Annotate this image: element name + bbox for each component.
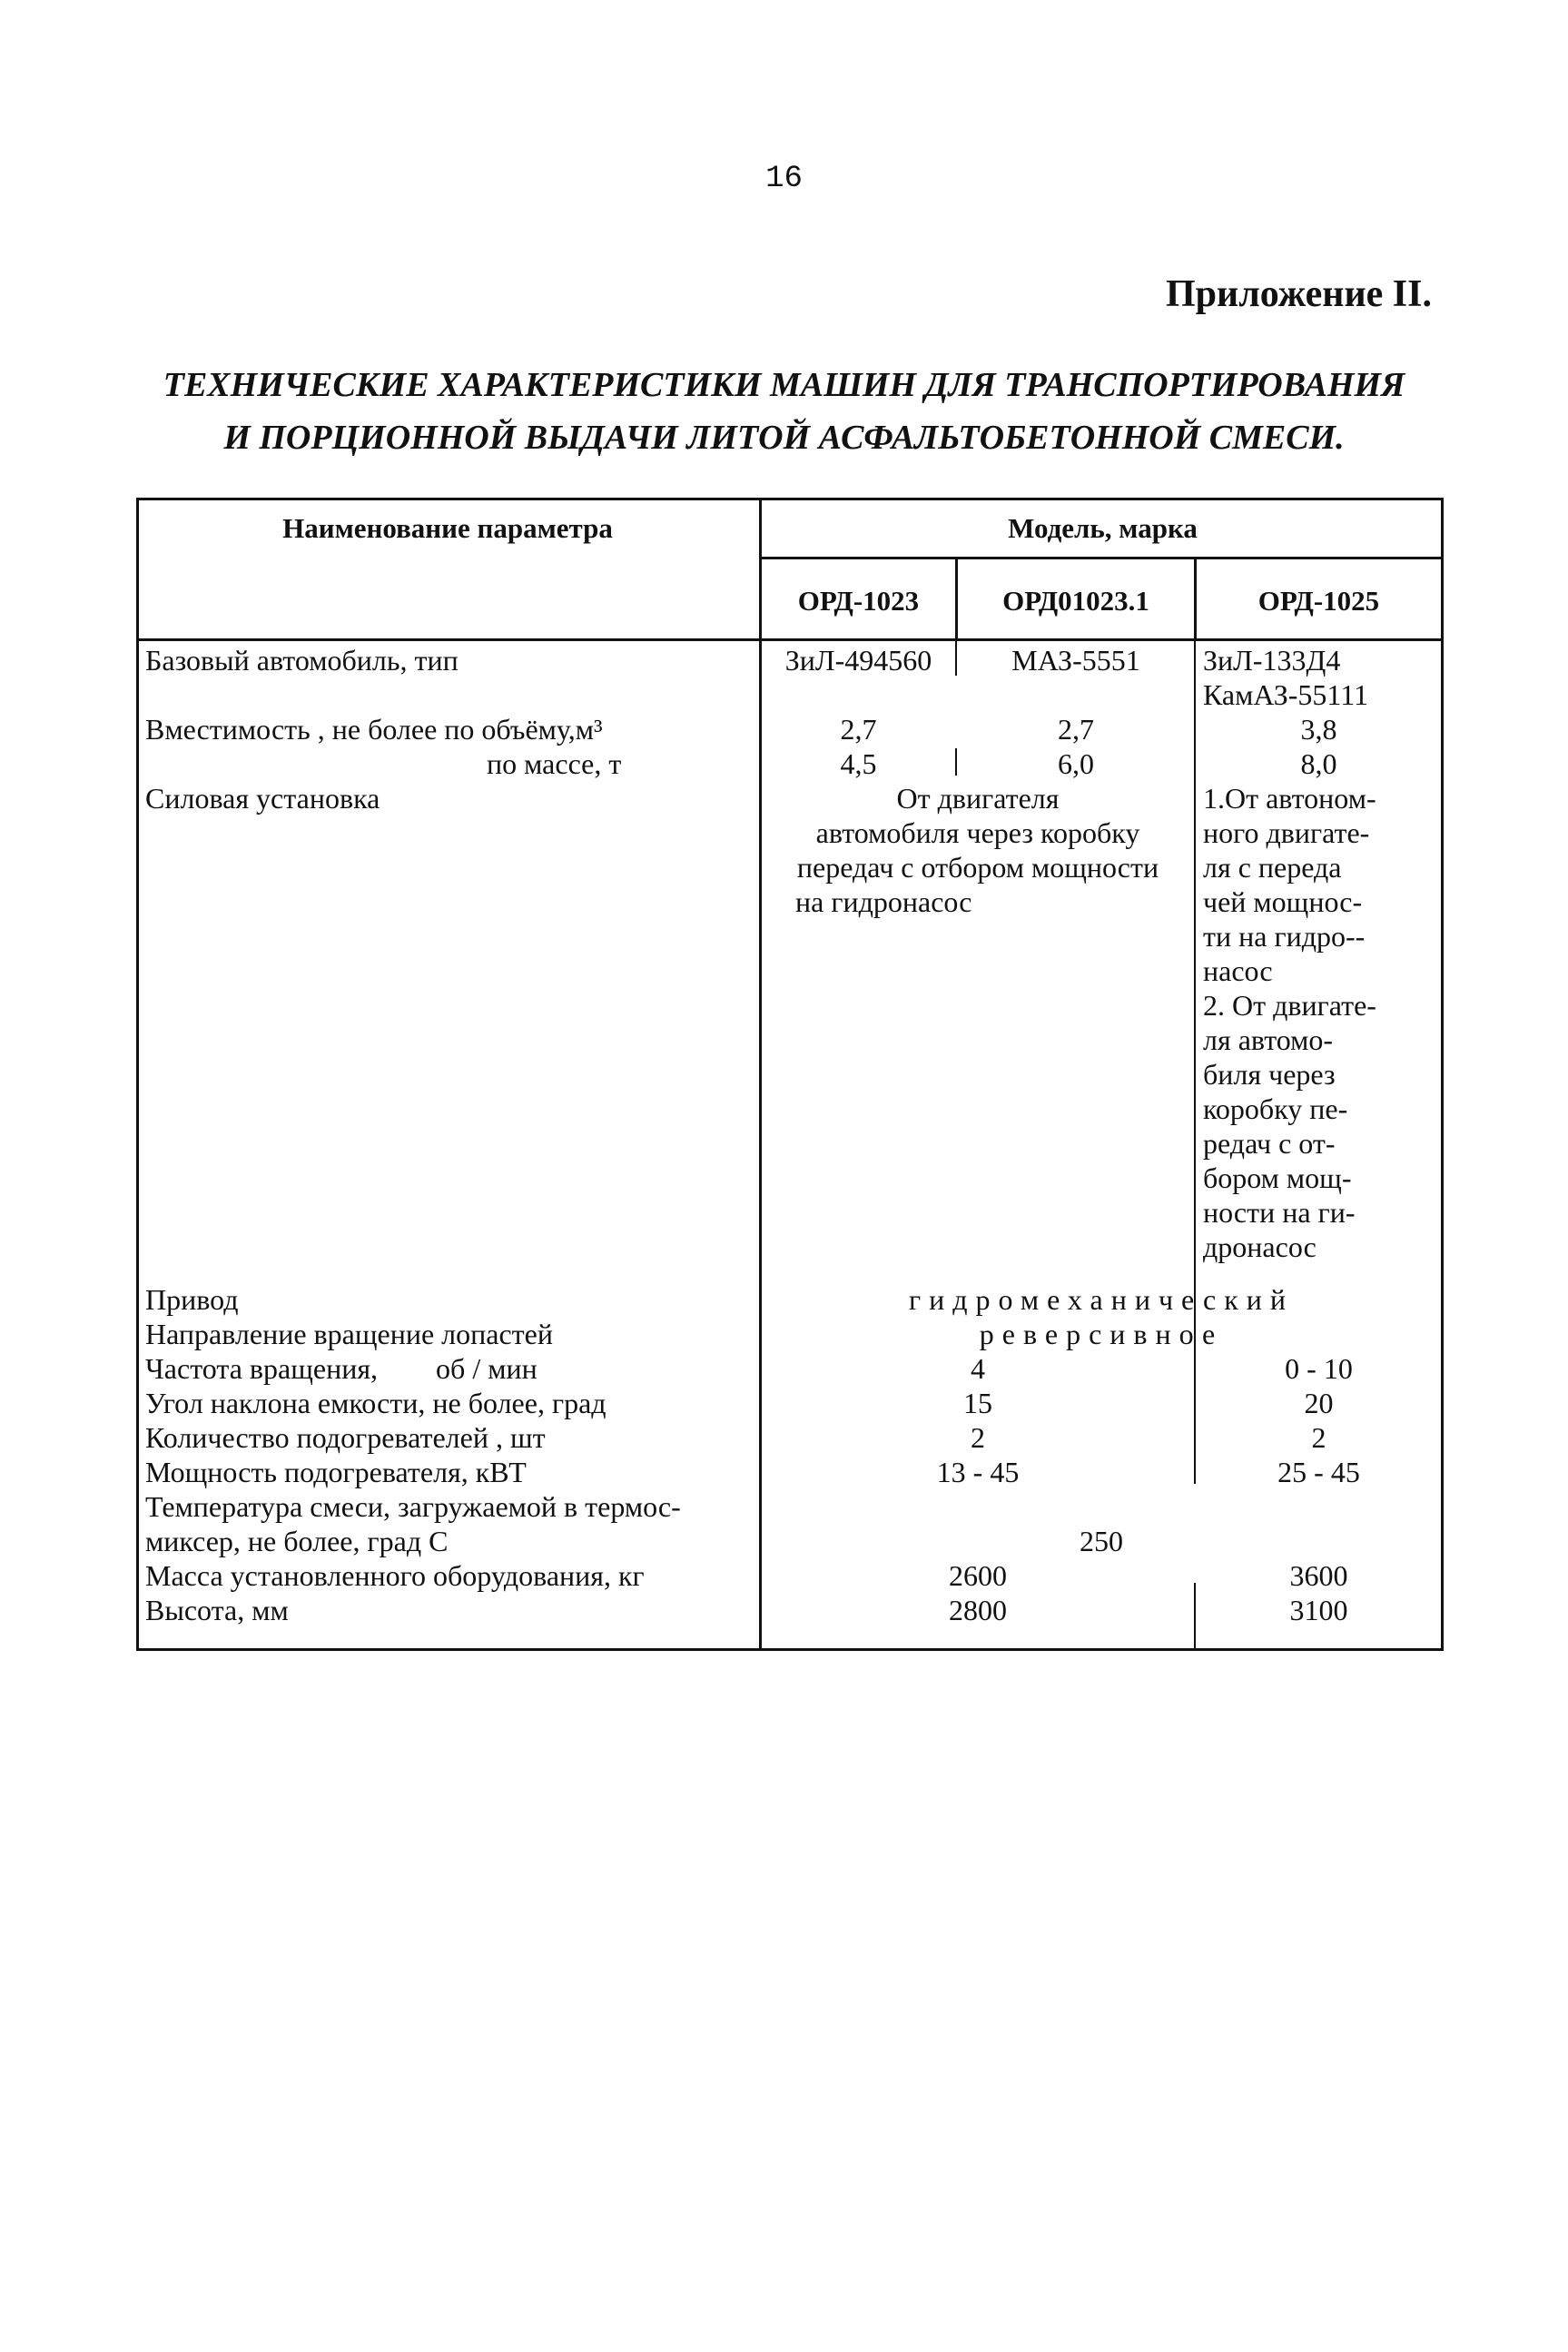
power-unit-1025-5: ти на гидро-- <box>1203 920 1366 953</box>
header-model-brand: Модель, марка <box>1008 512 1198 544</box>
equipment-mass-group-2: 3600 <box>1289 1559 1348 1592</box>
table-header-bottom-border <box>136 638 1444 641</box>
param-heaters-count: Количество подогревателей , шт <box>145 1421 546 1454</box>
height-group-2: 3100 <box>1289 1594 1348 1626</box>
param-height: Высота, мм <box>145 1594 289 1626</box>
heater-power-group-1: 13 - 45 <box>936 1456 1020 1488</box>
power-unit-1025-10: коробку пе- <box>1203 1092 1348 1125</box>
power-unit-1025-11: редач с от- <box>1203 1127 1336 1160</box>
param-heater-power: Мощность подогревателя, кВТ <box>145 1456 527 1488</box>
title-line-1: ТЕХНИЧЕСКИЕ ХАРАКТЕРИСТИКИ МАШИН ДЛЯ ТРАНСПОРТИРОВАНИЯ <box>163 366 1405 404</box>
header-model-3: ОРД-1025 <box>1257 585 1380 617</box>
table-left-border <box>136 498 139 1651</box>
param-capacity-mass: по массе, т <box>487 747 622 780</box>
power-unit-1025-1: 1.От автоном- <box>1203 782 1376 815</box>
param-rotation-speed: Частота вращения, об / мин <box>145 1352 537 1385</box>
power-unit-1025-4: чей мощнос- <box>1203 885 1363 918</box>
body-divider-2 <box>1194 641 1196 748</box>
body-divider-1 <box>955 641 957 676</box>
title-line-2: И ПОРЦИОННОЙ ВЫДАЧИ ЛИТОЙ АСФАЛЬТОБЕТОННОЙ СМЕСИ. <box>223 419 1345 457</box>
capacity-mass-model-2: 6,0 <box>1058 747 1094 780</box>
power-unit-1025-12: бором мощ- <box>1203 1161 1352 1194</box>
tilt-angle-group-2: 20 <box>1304 1387 1334 1419</box>
header-model-1: ОРД-1023 <box>797 585 920 617</box>
base-vehicle-model-2: МАЗ-5551 <box>1011 644 1140 677</box>
power-unit-1025-7: 2. От двигате- <box>1203 989 1376 1022</box>
power-unit-1025-3: ля с переда <box>1203 851 1342 884</box>
param-rotation-direction: Направление вращение лопастей <box>145 1318 553 1350</box>
header-param-name: Наименование параметра <box>282 512 613 544</box>
heaters-count-group-1: 2 <box>971 1421 985 1454</box>
param-equipment-mass: Масса установленного оборудования, кг <box>145 1559 645 1592</box>
table-top-border <box>136 498 1444 500</box>
height-group-1: 2800 <box>949 1594 1007 1626</box>
power-unit-1025-14: дронасос <box>1203 1230 1317 1263</box>
base-vehicle-model-3b: КамАЗ-55111 <box>1203 678 1368 711</box>
specs-table <box>136 498 1444 1651</box>
param-mix-temperature-cont: миксер, не более, град С <box>145 1525 449 1557</box>
body-divider-5 <box>1194 1583 1196 1648</box>
heaters-count-group-2: 2 <box>1311 1421 1326 1454</box>
capacity-volume-model-1: 2,7 <box>840 713 877 746</box>
document-title <box>0 359 1568 464</box>
power-unit-1025-13: ности на ги- <box>1203 1196 1356 1229</box>
appendix-label: Приложение II. <box>1165 273 1432 315</box>
table-right-border <box>1441 498 1444 1651</box>
header-model-2: ОРД01023.1 <box>1002 585 1149 617</box>
power-unit-1025-2: ного двигате- <box>1203 816 1370 849</box>
power-unit-shared-4: на гидронасос <box>795 885 972 918</box>
table-bottom-border <box>136 1648 1444 1651</box>
base-vehicle-model-1: ЗиЛ-494560 <box>784 644 932 677</box>
capacity-volume-model-3: 3,8 <box>1300 713 1337 746</box>
capacity-mass-model-1: 4,5 <box>840 747 877 780</box>
param-power-unit: Силовая установка <box>145 782 380 815</box>
power-unit-shared-3: передач с отбором мощности <box>796 851 1159 884</box>
power-unit-1025-6: насос <box>1203 954 1273 987</box>
rotation-speed-group-2: 0 - 10 <box>1285 1352 1353 1385</box>
body-divider-4 <box>1194 748 1196 1484</box>
power-unit-shared-1: От двигателя <box>896 782 1060 815</box>
power-unit-shared-2: автомобиля через коробку <box>815 816 1140 849</box>
drive-value: гидромеханический <box>908 1283 1295 1316</box>
equipment-mass-group-1: 2600 <box>949 1559 1007 1592</box>
base-vehicle-model-3a: ЗиЛ-133Д4 <box>1203 644 1341 677</box>
param-tilt-angle: Угол наклона емкости, не более, град <box>145 1387 606 1419</box>
heater-power-group-2: 25 - 45 <box>1277 1456 1360 1488</box>
tilt-angle-group-1: 15 <box>963 1387 992 1419</box>
power-unit-1025-8: ля автомо- <box>1203 1023 1334 1056</box>
param-capacity-volume: Вместимость , не более по объёму,м³ <box>145 713 603 746</box>
body-divider-3 <box>955 748 957 776</box>
mix-temperature-value: 250 <box>1080 1525 1123 1557</box>
rotation-direction-value: реверсивное <box>979 1318 1224 1350</box>
param-drive: Привод <box>145 1283 239 1316</box>
param-base-vehicle: Базовый автомобиль, тип <box>145 644 459 677</box>
page-number: 16 <box>765 162 803 196</box>
capacity-mass-model-3: 8,0 <box>1300 747 1337 780</box>
capacity-volume-model-2: 2,7 <box>1058 713 1094 746</box>
power-unit-1025-9: биля через <box>1203 1058 1336 1091</box>
rotation-speed-group-1: 4 <box>971 1352 985 1385</box>
model-header-divider <box>759 557 1444 559</box>
param-mix-temperature: Температура смеси, загружаемой в термос- <box>145 1490 681 1523</box>
